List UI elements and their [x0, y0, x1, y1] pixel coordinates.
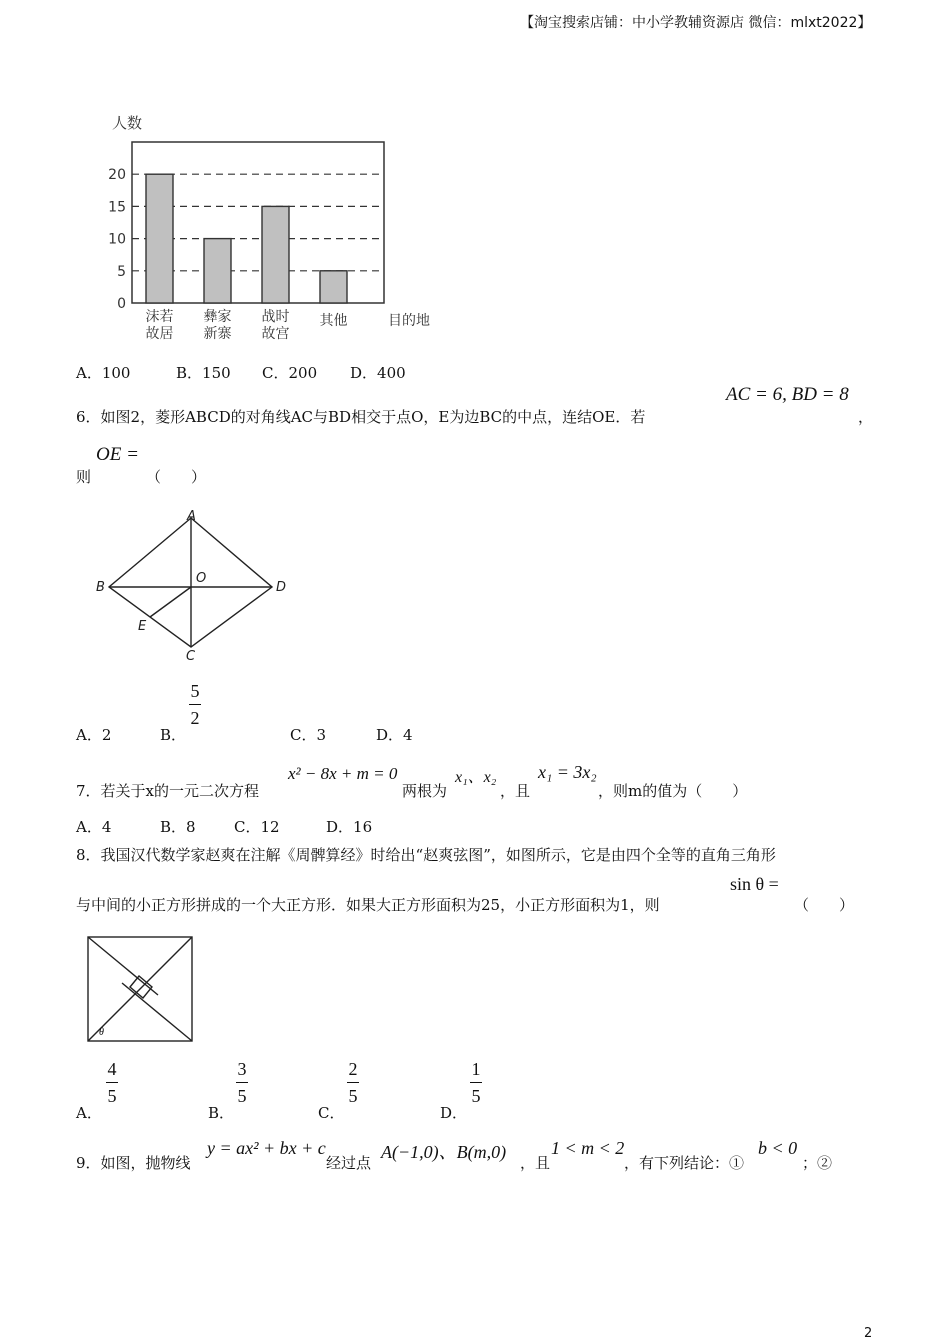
- y-tick-label: 5: [117, 263, 126, 280]
- x-axis-label: 目的地: [388, 313, 430, 329]
- q7-relation: x₁ = 3x₂: [538, 762, 597, 782]
- y-tick-label: 15: [108, 199, 126, 216]
- fraction-numerator: 2: [348, 1059, 358, 1079]
- q7-roots: x₁、x₂: [455, 769, 497, 786]
- q6-option-b-fraction: [189, 680, 201, 729]
- q9-equation: y = ax² + bx + c: [207, 1138, 326, 1158]
- q7-suffix: ，则m的值为（ ）: [598, 782, 748, 800]
- fraction-denominator: 5: [471, 1086, 481, 1106]
- q6-option-c: C．3: [290, 726, 327, 744]
- triangle-side-2: [88, 937, 158, 995]
- fraction-numerator: 4: [107, 1059, 117, 1079]
- triangle-side-1: [88, 937, 192, 1041]
- q6-comma: ，: [858, 408, 874, 426]
- bar: [320, 271, 347, 303]
- q7-prefix: 7．若关于x的一元二次方程: [76, 782, 260, 800]
- q8-option-fraction: [106, 1058, 118, 1107]
- q9-and-text: ，且: [520, 1154, 551, 1172]
- label-c: C: [186, 649, 196, 664]
- q8-option-fraction: [347, 1058, 359, 1107]
- fraction-numerator: 5: [190, 681, 200, 701]
- q6-paren: （ ）: [146, 468, 207, 486]
- q9-cond1: b < 0: [758, 1138, 798, 1158]
- q9-pass-text: 经过点: [326, 1154, 372, 1172]
- bar: [262, 206, 289, 303]
- page-number: 2: [864, 1326, 873, 1341]
- q6-ask-math: OE =: [96, 444, 139, 465]
- segment-oe: [150, 587, 191, 617]
- q8-option-label: A．: [76, 1104, 102, 1122]
- bar: [146, 174, 173, 303]
- rhombus-figure: [90, 508, 310, 668]
- theta-label: θ: [99, 1027, 104, 1038]
- zhao-shuang-figure: [86, 935, 196, 1045]
- q6-option-a: A．2: [76, 726, 112, 744]
- x-tick-label: 彝家: [203, 309, 232, 325]
- bar: [204, 239, 231, 303]
- x-tick-label: 故居: [145, 326, 174, 342]
- q7-option: A．4: [76, 818, 112, 836]
- q7-option: C．12: [234, 818, 280, 836]
- q8-option-label: D．: [440, 1104, 468, 1122]
- shop-note: 【淘宝搜索店铺：中小学教辅资源店 微信：mlxt2022】: [520, 15, 872, 31]
- q7-and-text: ，且: [500, 782, 531, 800]
- q6-option-b: B．: [160, 726, 187, 744]
- q8-option-label: B．: [208, 1104, 235, 1122]
- fraction-denominator: 5: [237, 1086, 247, 1106]
- label-a: A: [187, 509, 196, 524]
- x-tick-label: 战时: [261, 309, 290, 325]
- y-tick-label: 20: [108, 167, 126, 184]
- q5-option: B．150: [176, 364, 231, 382]
- fraction-denominator: 2: [190, 708, 200, 728]
- x-tick-label: 新寨: [203, 326, 232, 342]
- q7-option: B．8: [160, 818, 196, 836]
- q8-line2: 与中间的小正方形拼成的一个大正方形．如果大正方形面积为25，小正方形面积为1，则: [76, 896, 660, 914]
- fraction-denominator: 5: [107, 1086, 117, 1106]
- q8-paren: （ ）: [794, 896, 855, 914]
- label-e: E: [138, 619, 147, 634]
- q8-option-label: C．: [318, 1104, 345, 1122]
- q7-roots-text: 两根为: [402, 782, 448, 800]
- triangle-side-3: [122, 983, 192, 1041]
- q9-tail: ；②: [802, 1154, 833, 1172]
- fraction-numerator: 1: [471, 1059, 481, 1079]
- q8-line1: 8．我国汉代数学家赵爽在注解《周髀算经》时给出“赵爽弦图”，如图所示，它是由四个全等的直角三角形: [76, 846, 776, 864]
- x-tick-label: 沫若: [145, 309, 174, 325]
- q8-option-fraction: [236, 1058, 248, 1107]
- q6-condition: AC = 6, BD = 8: [726, 384, 849, 405]
- q9-points: A(−1,0)、B(m,0): [381, 1142, 507, 1162]
- x-tick-label: 其他: [319, 313, 348, 329]
- y-axis-label: 人数: [112, 114, 143, 132]
- q8-ask-math: sin θ =: [730, 874, 779, 894]
- y-tick-label: 10: [108, 231, 126, 248]
- x-tick-label: 故宫: [261, 326, 290, 342]
- q7-equation: x² − 8x + m = 0: [288, 764, 398, 783]
- q9-range: 1 < m < 2: [551, 1138, 625, 1158]
- q5-option: A．100: [76, 364, 131, 382]
- q6-stem: 6．如图2，菱形ABCD的对角线AC与BD相交于点O，E为边BC的中点，连结OE．若: [76, 408, 646, 426]
- q5-option: C．200: [262, 364, 318, 382]
- q9-conclusion-text: ，有下列结论：①: [624, 1154, 745, 1172]
- q6-option-d: D．4: [376, 726, 413, 744]
- label-d: D: [276, 580, 287, 595]
- q8-option-fraction: [470, 1058, 482, 1107]
- q6-ask-prefix: 则: [76, 468, 92, 486]
- fraction-numerator: 3: [237, 1059, 247, 1079]
- bar-chart: [100, 110, 430, 350]
- q7-option: D．16: [326, 818, 373, 836]
- y-tick-label: 0: [117, 296, 126, 312]
- label-o: O: [196, 571, 207, 586]
- label-b: B: [96, 580, 105, 595]
- q5-option: D．400: [350, 364, 406, 382]
- fraction-denominator: 5: [348, 1086, 358, 1106]
- q9-prefix: 9．如图，抛物线: [76, 1154, 191, 1172]
